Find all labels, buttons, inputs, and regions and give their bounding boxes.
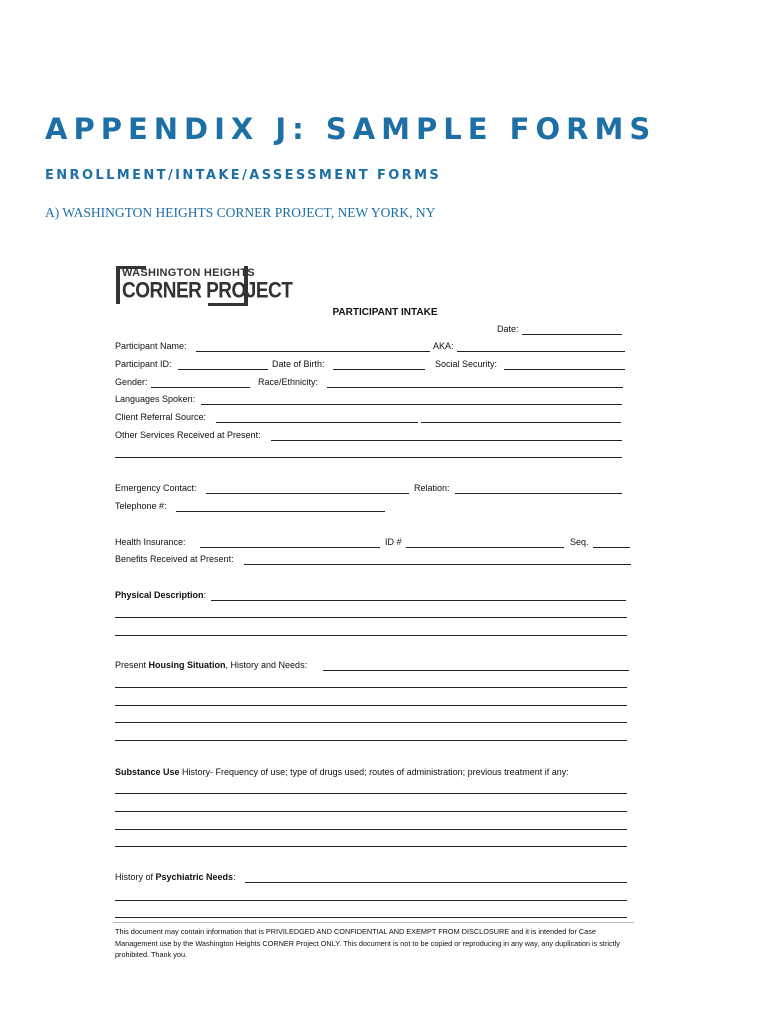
form-title: PARTICIPANT INTAKE [332, 307, 438, 318]
referral-source-label: Client Referral Source: [115, 412, 207, 422]
physical-description-label [115, 590, 206, 600]
physical-description-line-2[interactable] [115, 635, 627, 636]
gender-field[interactable] [151, 387, 250, 388]
page-title: APPENDIX J: SAMPLE FORMS [45, 112, 657, 146]
section-heading: A) WASHINGTON HEIGHTS CORNER PROJECT, NEW YORK, NY [45, 205, 436, 220]
benefits-field[interactable] [244, 564, 631, 565]
benefits-label: Benefits Received at Present: [115, 554, 234, 564]
participant-id-field[interactable] [178, 369, 268, 370]
housing-situation-label [115, 660, 307, 670]
relation-label: Relation: [414, 483, 450, 493]
physical-description-bold: Physical Description [115, 590, 204, 600]
other-services-label: Other Services Received at Present: [115, 430, 261, 440]
housing-line-4[interactable] [115, 740, 627, 741]
psychiatric-line-1[interactable] [115, 900, 627, 901]
physical-description-line-1[interactable] [115, 617, 627, 618]
substance-suffix: History- Frequency of use; type of drugs used; routes of administration; previous treatment if any: [179, 767, 569, 777]
substance-line-3[interactable] [115, 829, 627, 830]
seq-field[interactable] [593, 547, 630, 548]
housing-prefix: Present [115, 660, 149, 670]
housing-suffix: , History and Needs: [225, 660, 308, 670]
languages-label: Languages Spoken: [115, 394, 196, 404]
aka-label: AKA: [433, 341, 454, 351]
page-subtitle: ENROLLMENT/INTAKE/ASSESSMENT FORMS [45, 168, 442, 183]
emergency-contact-field[interactable] [206, 493, 409, 494]
substance-line-4[interactable] [115, 846, 627, 847]
relation-field[interactable] [455, 493, 622, 494]
date-field[interactable] [522, 334, 622, 335]
telephone-label: Telephone #: [115, 501, 167, 511]
participant-name-field[interactable] [196, 351, 430, 352]
substance-use-label [115, 767, 569, 777]
psychiatric-needs-field[interactable] [245, 882, 627, 883]
psychiatric-line-2[interactable] [115, 917, 627, 918]
date-of-birth-field[interactable] [333, 369, 425, 370]
psych-suffix: : [233, 872, 236, 882]
social-security-field[interactable] [504, 369, 625, 370]
housing-line-1[interactable] [115, 687, 627, 688]
housing-line-3[interactable] [115, 722, 627, 723]
referral-source-field-2[interactable] [421, 422, 621, 423]
seq-label: Seq. [570, 537, 589, 547]
referral-source-field-1[interactable] [216, 422, 418, 423]
logo-line-2: CORNER PROJECT [122, 279, 293, 304]
other-services-line[interactable] [115, 457, 622, 458]
id-number-label: ID # [385, 537, 402, 547]
aka-field[interactable] [457, 351, 625, 352]
gender-label: Gender: [115, 377, 148, 387]
psychiatric-needs-label [115, 872, 236, 882]
health-insurance-field[interactable] [200, 547, 380, 548]
date-label: Date: [497, 324, 519, 334]
participant-name-label: Participant Name: [115, 341, 187, 351]
footer-divider [113, 922, 634, 923]
physical-description-colon: : [203, 590, 207, 600]
health-insurance-label: Health Insurance: [115, 537, 186, 547]
date-of-birth-label: Date of Birth: [272, 359, 325, 369]
languages-field[interactable] [201, 404, 622, 405]
race-ethnicity-field[interactable] [327, 387, 623, 388]
other-services-field[interactable] [271, 440, 622, 441]
psych-prefix: History of [115, 872, 156, 882]
social-security-label: Social Security: [435, 359, 498, 369]
telephone-field[interactable] [176, 511, 385, 512]
physical-description-field[interactable] [211, 600, 626, 601]
logo-line-1: WASHINGTON HEIGHTS [122, 267, 255, 279]
housing-field[interactable] [323, 670, 629, 671]
emergency-contact-label: Emergency Contact: [115, 483, 197, 493]
psych-bold: Psychiatric Needs [155, 872, 234, 882]
substance-line-1[interactable] [115, 793, 627, 794]
race-ethnicity-label: Race/Ethnicity: [258, 377, 319, 387]
organization-logo [116, 266, 293, 306]
id-number-field[interactable] [406, 547, 564, 548]
housing-line-2[interactable] [115, 705, 627, 706]
substance-line-2[interactable] [115, 811, 627, 812]
confidentiality-notice: This document may contain information that is PRIVILEDGED AND CONFIDENTIAL AND EXEMPT FROM DISCLOSURE and it is intended for Case Management use by the Washington Heights CORNER Project ONLY. This document is not to be copied or reproducing in any way, any duplication is strictly prohibited. Thank you. [115, 927, 620, 959]
housing-bold: Housing Situation [148, 660, 226, 670]
participant-id-label: Participant ID: [115, 359, 172, 369]
substance-bold: Substance Use [115, 767, 180, 777]
